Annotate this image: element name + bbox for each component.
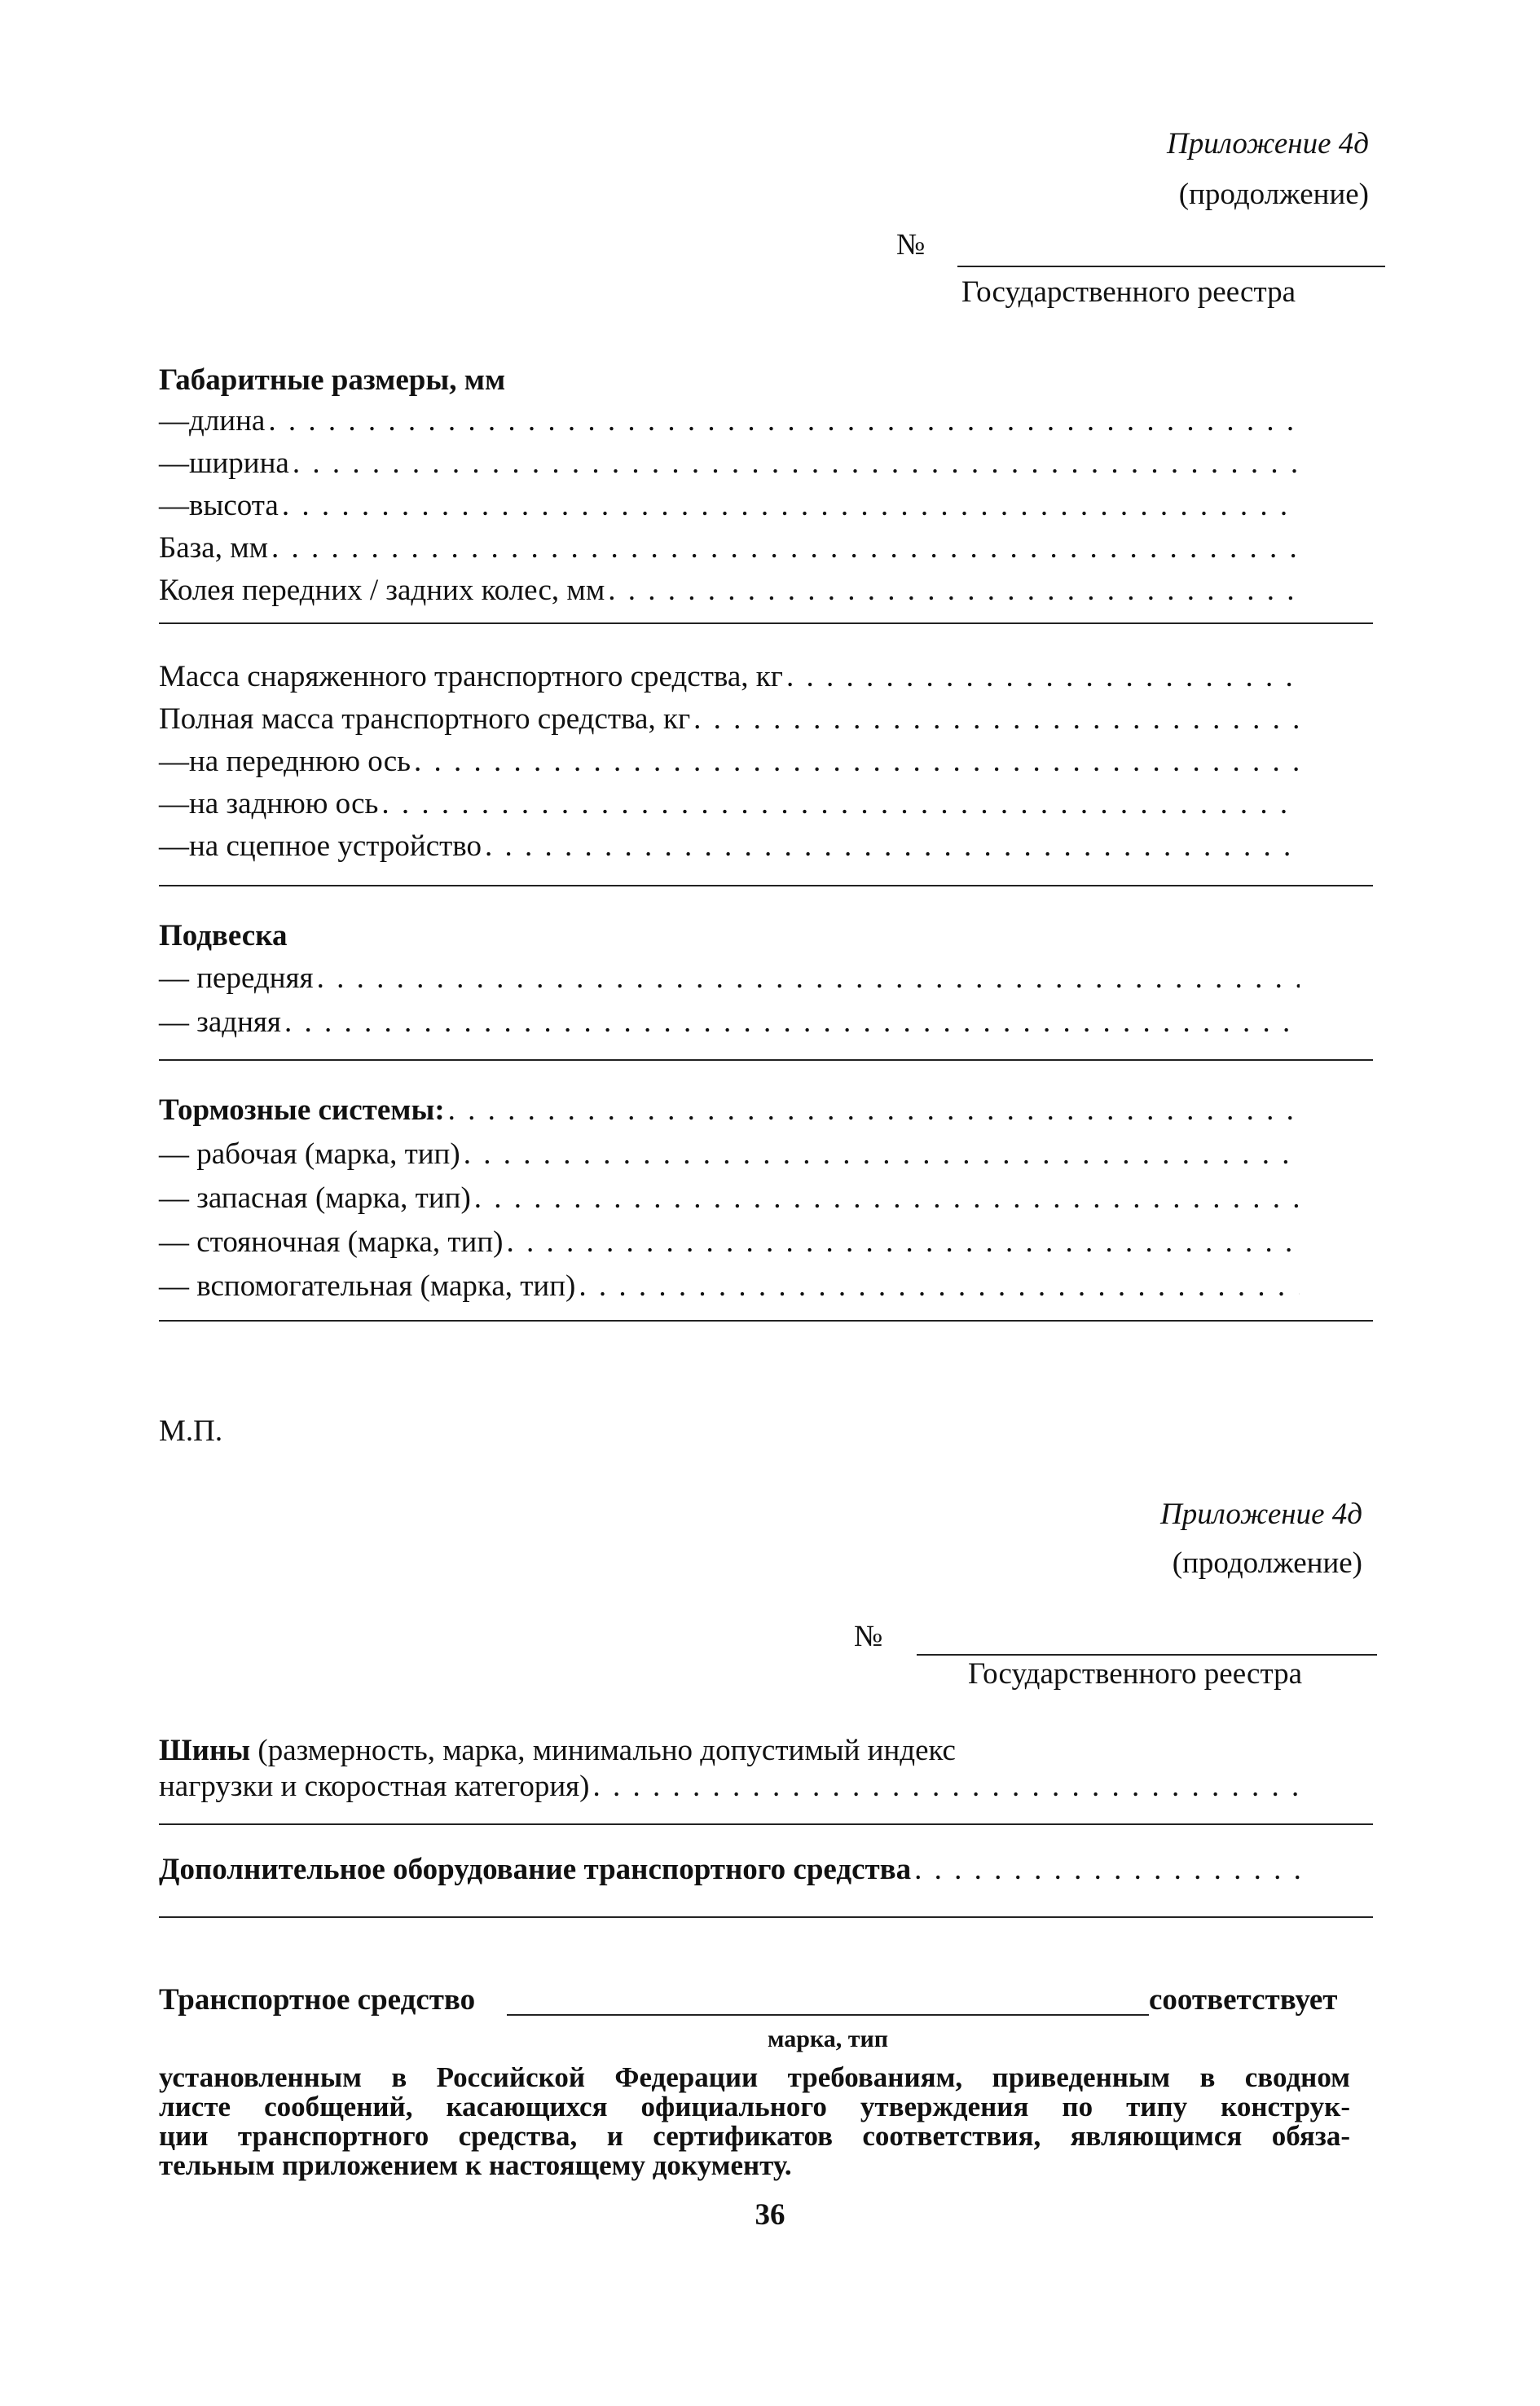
continuation-label: (продолжение)	[1172, 1546, 1362, 1580]
registry-label: Государственного реестра	[968, 1657, 1303, 1691]
brake-label: — вспомогательная (марка, тип)	[159, 1269, 576, 1303]
conformity-line-1: установленным в Российской Федерации требованиям, приведенным в сводном	[159, 2061, 1350, 2093]
auxiliary-brake-row	[159, 1271, 1300, 1301]
continuation-label: (продолжение)	[1178, 178, 1369, 211]
section-divider	[159, 1823, 1373, 1825]
section-divider	[159, 1320, 1373, 1322]
dot-leader	[786, 662, 1300, 692]
front-axle-row	[159, 746, 1300, 776]
dot-leader	[579, 1271, 1300, 1301]
dot-leader	[593, 1771, 1300, 1801]
wheelbase-row	[159, 533, 1300, 563]
suspension-label: — задняя	[159, 1005, 281, 1039]
dot-leader	[474, 1183, 1300, 1213]
make-type-caption: марка, тип	[767, 2026, 889, 2052]
suspension-rear-row	[159, 1007, 1300, 1037]
section-divider	[159, 885, 1373, 886]
dot-leader	[317, 963, 1300, 993]
parking-brake-row	[159, 1227, 1300, 1257]
dot-leader	[506, 1227, 1300, 1257]
section-divider	[159, 1059, 1373, 1061]
brakes-title: Тормозные системы:	[159, 1093, 445, 1127]
secondary-brake-row	[159, 1183, 1300, 1213]
conformity-line-4: тельным приложением к настоящему документу.	[159, 2149, 792, 2181]
brake-label: — стояночная (марка, тип)	[159, 1225, 504, 1259]
tires-description: нагрузки и скоростная категория)	[159, 1770, 590, 1803]
dimension-length-row	[159, 406, 1300, 436]
dimension-width-row	[159, 448, 1300, 478]
registry-label: Государственного реестра	[961, 275, 1296, 309]
track-row	[159, 575, 1300, 605]
mass-label: —на переднюю ось	[159, 745, 411, 778]
dot-leader	[271, 533, 1300, 563]
dimension-height-row	[159, 490, 1300, 521]
rear-axle-row	[159, 789, 1300, 819]
dot-leader	[414, 746, 1300, 776]
tires-line-1	[159, 1735, 956, 1766]
dimension-label: Колея передних / задних колес, мм	[159, 574, 605, 607]
section-divider	[159, 1916, 1373, 1918]
suspension-title: Подвеска	[159, 919, 288, 952]
equipment-row	[159, 1854, 1300, 1885]
dimension-label: —ширина	[159, 446, 289, 480]
mass-label: Полная масса транспортного средства, кг	[159, 702, 691, 736]
conformity-line-2: листе сообщений, касающихся официального утверждения по типу конструк-	[159, 2091, 1350, 2122]
mass-label: —на сцепное устройство	[159, 829, 482, 863]
tires-line-2	[159, 1771, 1300, 1801]
brake-label: — запасная (марка, тип)	[159, 1181, 471, 1215]
registry-number-line	[917, 1654, 1377, 1656]
dot-leader	[608, 575, 1300, 605]
coupling-row	[159, 831, 1300, 861]
suspension-label: — передняя	[159, 961, 314, 995]
page-number: 36	[755, 2198, 785, 2232]
make-type-line	[507, 2014, 1149, 2016]
appendix-label: Приложение 4д	[1167, 127, 1369, 161]
dot-leader	[268, 406, 1300, 436]
dimension-label: База, мм	[159, 531, 269, 565]
dot-leader	[914, 1854, 1300, 1885]
number-sign: №	[854, 1620, 883, 1653]
equipment-label: Дополнительное оборудование транспортного средства	[159, 1853, 912, 1886]
brake-label: — рабочая (марка, тип)	[159, 1137, 460, 1171]
dimensions-title: Габаритные размеры, мм	[159, 363, 506, 397]
dimension-label: —высота	[159, 489, 279, 522]
dot-leader	[284, 1007, 1300, 1037]
dot-leader	[381, 789, 1300, 819]
dot-leader	[485, 831, 1300, 861]
number-sign: №	[896, 228, 926, 262]
mass-label: —на заднюю ось	[159, 787, 379, 820]
section-divider	[159, 622, 1373, 624]
dot-leader	[448, 1095, 1300, 1125]
dot-leader	[464, 1139, 1300, 1169]
dot-leader	[693, 704, 1300, 734]
registry-number-line	[957, 266, 1385, 267]
dimension-label: —длина	[159, 404, 266, 438]
suspension-front-row	[159, 963, 1300, 993]
brakes-title-row	[159, 1095, 1300, 1125]
conformity-line-3: ции транспортного средства, и сертификатов соответствия, являющимся обяза-	[159, 2120, 1350, 2152]
stamp-label: М.П.	[159, 1414, 223, 1448]
curb-mass-row	[159, 662, 1300, 692]
mass-label: Масса снаряженного транспортного средства, кг	[159, 660, 783, 693]
appendix-label: Приложение 4д	[1160, 1498, 1362, 1531]
service-brake-row	[159, 1139, 1300, 1169]
tires-title: Шины	[159, 1734, 251, 1767]
dot-leader	[293, 448, 1300, 478]
tires-description: (размерность, марка, минимально допустимый индекс	[257, 1734, 956, 1767]
conformity-lead: Транспортное средство	[159, 1983, 476, 2017]
dot-leader	[282, 490, 1300, 521]
gross-mass-row	[159, 704, 1300, 734]
conformity-tail: соответствует	[1149, 1983, 1338, 2017]
